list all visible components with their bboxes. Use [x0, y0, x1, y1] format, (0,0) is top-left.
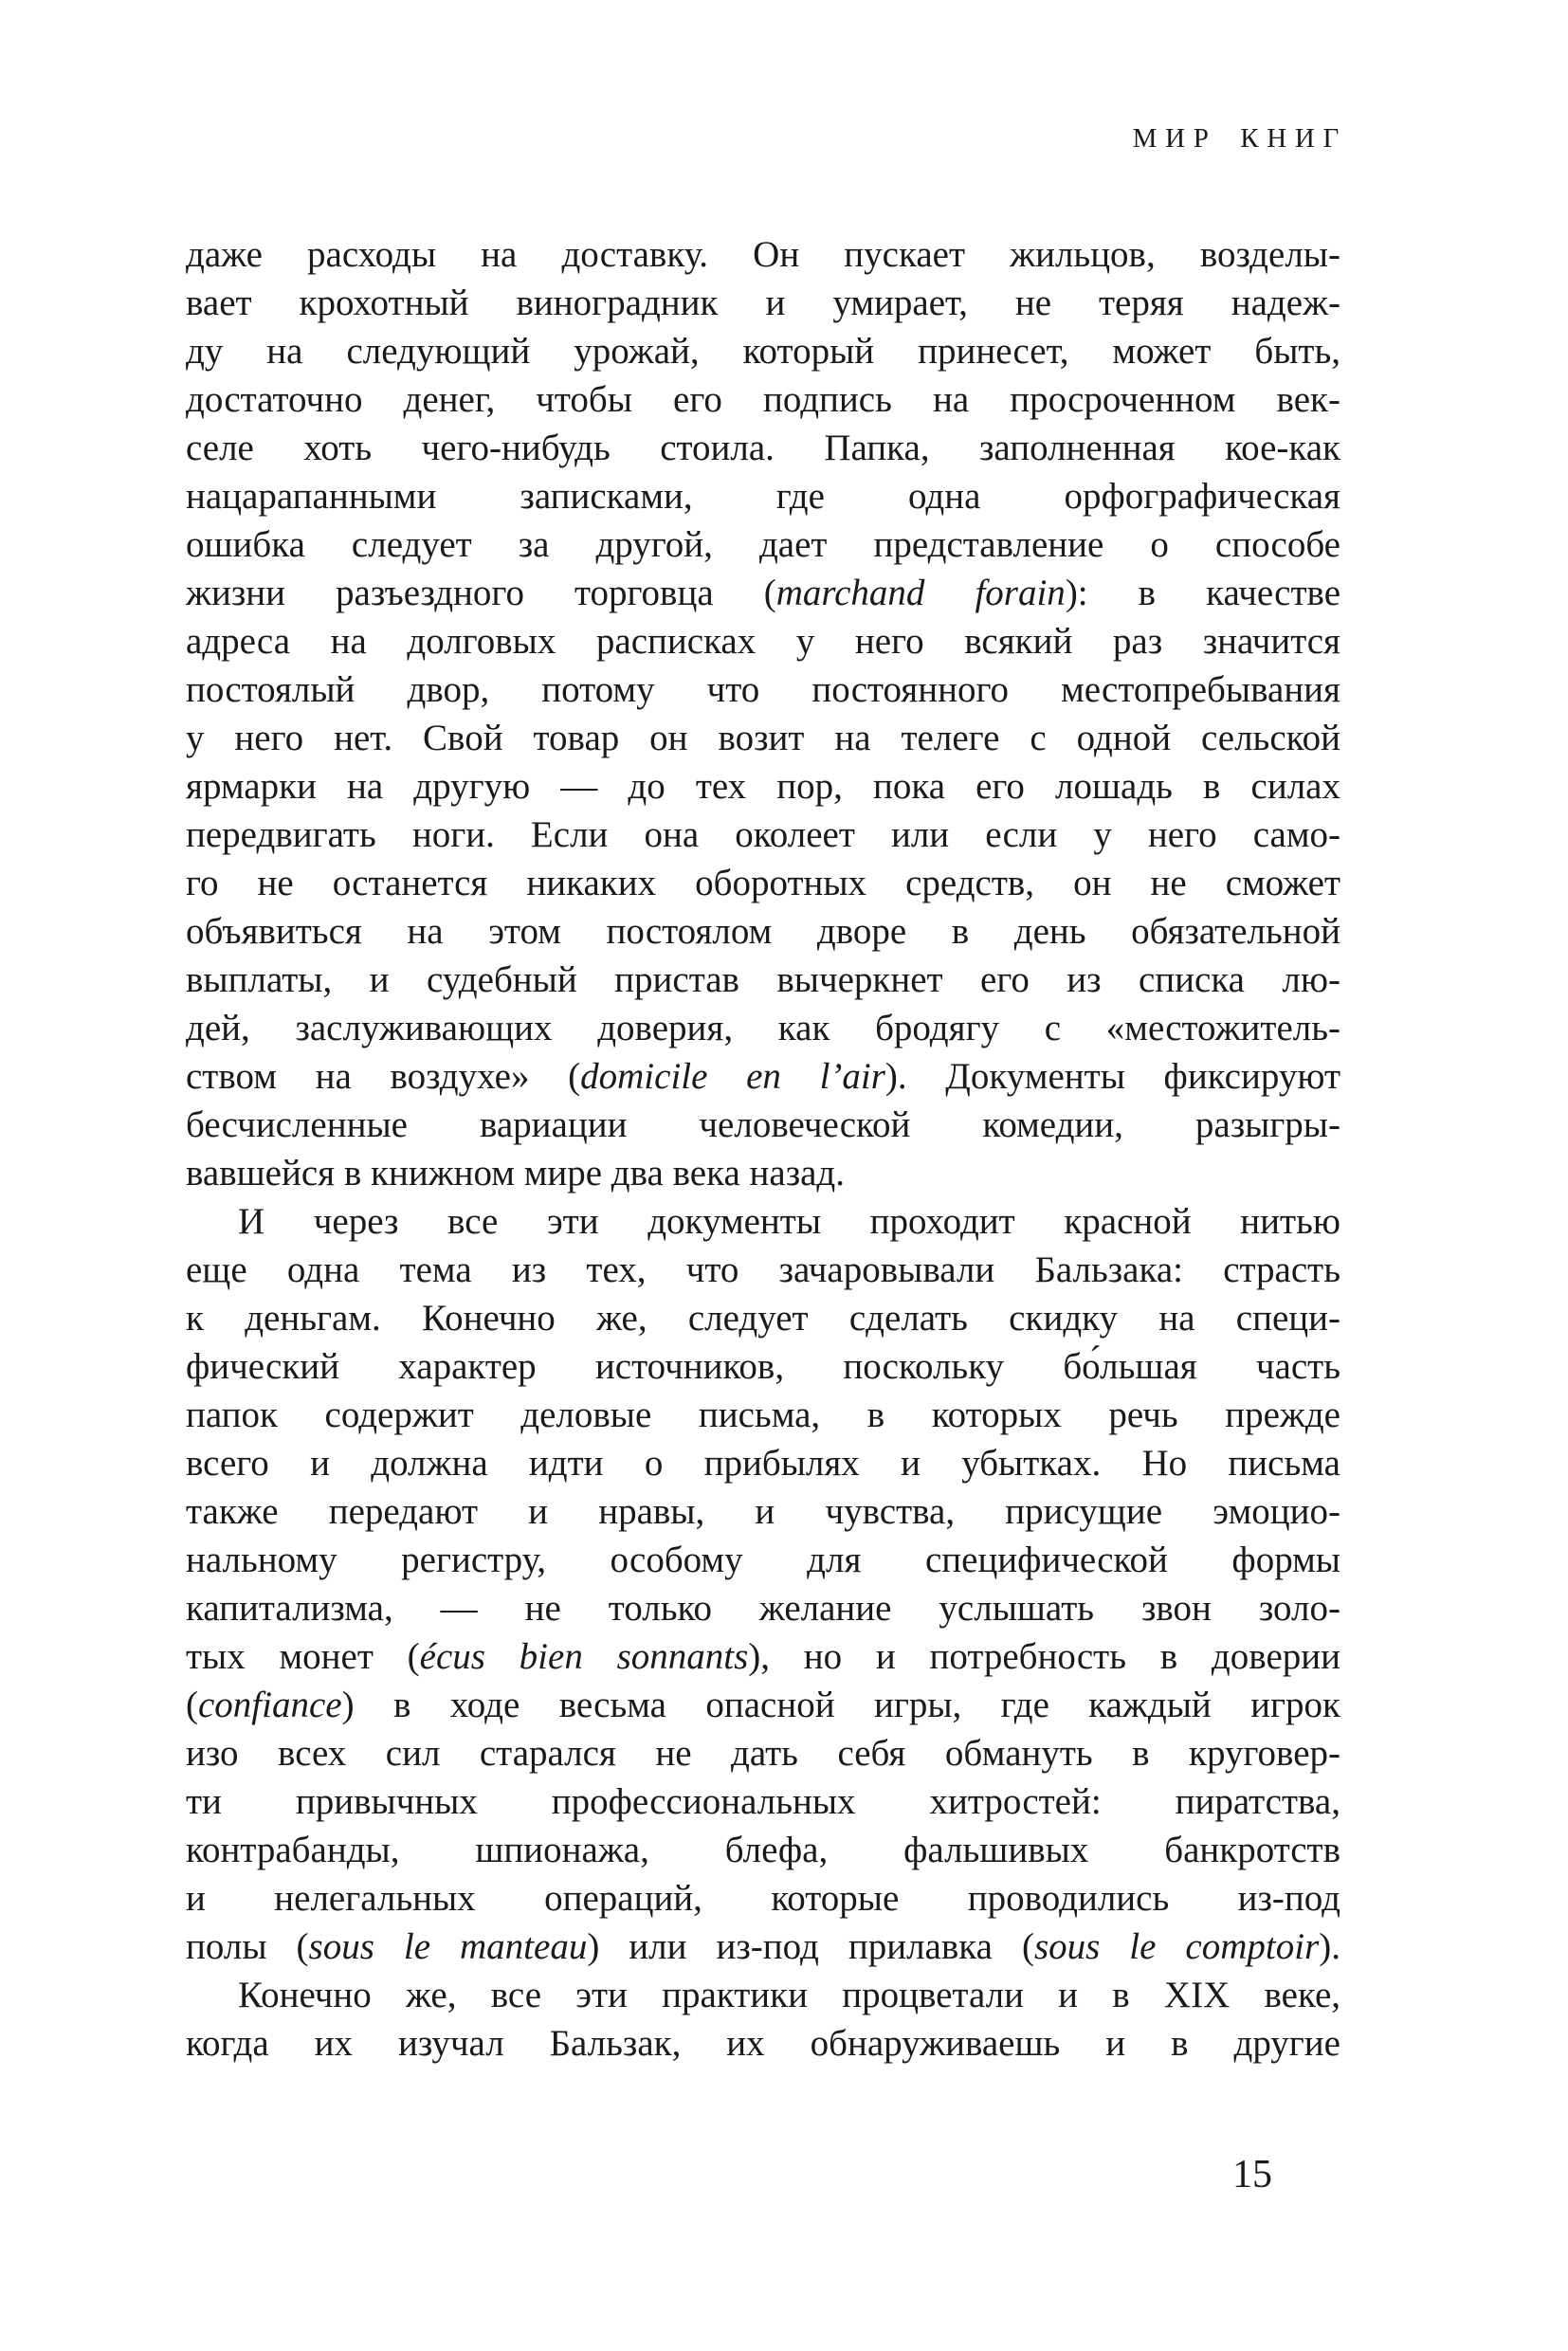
italic-phrase: marchand forain: [775, 573, 1066, 613]
text-segment: ). Документы фиксируют: [884, 1056, 1341, 1097]
text-segment: фический характер источников, поскольку бо́льшая часть: [186, 1346, 1340, 1387]
text-segment: ) или из-под прилавка (: [587, 1926, 1034, 1967]
page-number: 15: [1232, 2153, 1272, 2196]
text-line: [186, 230, 1340, 279]
text-line: [186, 1632, 1340, 1681]
text-segment: выплаты, и судебный пристав вычеркнет его из списка лю-: [186, 959, 1340, 1000]
text-line: [186, 375, 1340, 424]
text-segment: тых монет (: [186, 1636, 420, 1677]
text-line: [186, 1391, 1340, 1439]
text-line: [186, 617, 1340, 665]
text-line: [186, 956, 1340, 1004]
text-line: [186, 1729, 1340, 1777]
running-head: МИР КНИГ: [1132, 123, 1347, 154]
italic-phrase: domicile en l’air: [580, 1056, 885, 1097]
text-line: [186, 811, 1340, 859]
paragraph: [186, 1197, 1340, 1971]
text-segment: изо всех сил старался не дать себя обмануть в круговер-: [186, 1733, 1340, 1774]
text-segment: вает крохотный виноградник и умирает, не теряя надеж-: [186, 282, 1340, 323]
text-line: [186, 327, 1340, 375]
text-line: [186, 569, 1340, 617]
text-segment: ошибка следует за другой, дает представление о способе: [186, 524, 1340, 565]
text-segment: всего и должна идти о прибылях и убытках. Но письма: [186, 1443, 1340, 1484]
text-segment: объявиться на этом постоялом дворе в день обязательной: [186, 911, 1340, 952]
text-line: [186, 859, 1340, 907]
text-segment: ): в качестве: [1065, 573, 1340, 613]
text-segment: полы (: [186, 1926, 309, 1967]
text-line: [186, 907, 1340, 956]
text-line: [186, 1342, 1340, 1391]
text-segment: даже расходы на доставку. Он пускает жильцов, возделы-: [186, 234, 1340, 275]
text-segment: (: [186, 1685, 198, 1725]
text-segment: к деньгам. Конечно же, следует сделать скидку на специ-: [186, 1298, 1340, 1339]
text-line: [186, 2019, 1340, 2068]
text-line: [186, 1197, 1340, 1246]
text-line: [186, 1149, 1340, 1197]
text-segment: ярмарки на другую — до тех пор, пока его лошадь в силах: [186, 766, 1340, 807]
text-segment: нальному регистру, особому для специфической формы: [186, 1540, 1340, 1580]
text-line: [186, 1874, 1340, 1923]
text-segment: жизни разъездного торговца (: [186, 573, 776, 613]
text-line: [186, 762, 1340, 811]
text-line: [186, 1777, 1340, 1826]
text-segment: селе хоть чего-нибудь стоила. Папка, заполненная кое-как: [186, 428, 1340, 468]
text-segment: передвигать ноги. Если она околеет или если у него само-: [186, 814, 1340, 855]
text-line: [186, 1536, 1340, 1584]
text-line: [186, 1971, 1340, 2019]
text-segment: адреса на долговых расписках у него всякий раз значится: [186, 621, 1340, 662]
paragraph: [186, 230, 1340, 1197]
text-line: [186, 665, 1340, 714]
text-line: [186, 1681, 1340, 1729]
text-segment: дей, заслуживающих доверия, как бродягу с «местожитель-: [186, 1008, 1340, 1048]
text-line: [186, 1294, 1340, 1342]
text-line: [186, 1246, 1340, 1294]
paragraph: [186, 1971, 1340, 2068]
text-segment: ти привычных профессиональных хитростей: пиратства,: [186, 1781, 1340, 1822]
text-line: [186, 520, 1340, 569]
text-segment: достаточно денег, чтобы его подпись на просроченном век-: [186, 379, 1340, 420]
italic-phrase: sous le manteau: [308, 1926, 588, 1967]
text-line: [186, 1004, 1340, 1052]
text-segment: И через все эти документы проходит красной нитью: [238, 1201, 1340, 1242]
text-segment: нацарапанными записками, где одна орфографическая: [186, 476, 1340, 517]
text-segment: вавшейся в книжном мире два века назад.: [186, 1153, 846, 1194]
text-segment: ).: [1319, 1926, 1340, 1967]
text-segment: го не останется никаких оборотных средств, он не сможет: [186, 863, 1340, 903]
text-line: [186, 1826, 1340, 1874]
text-segment: когда их изучал Бальзак, их обнаруживаешь и в другие: [186, 2023, 1340, 2064]
text-line: [186, 279, 1340, 327]
text-segment: еще одна тема из тех, что зачаровывали Бальзака: страсть: [186, 1249, 1340, 1290]
text-segment: также передают и нравы, и чувства, присущие эмоцио-: [186, 1491, 1340, 1532]
text-segment: бесчисленные вариации человеческой комедии, разыгры-: [186, 1104, 1340, 1145]
italic-phrase: confiance: [198, 1685, 342, 1725]
text-line: [186, 424, 1340, 472]
text-block: [186, 230, 1340, 2068]
text-segment: капитализма, — не только желание услышать звон золо-: [186, 1588, 1340, 1629]
text-line: [186, 472, 1340, 520]
text-segment: ду на следующий урожай, который принесет, может быть,: [186, 331, 1340, 372]
text-segment: контрабанды, шпионажа, блефа, фальшивых банкротств: [186, 1830, 1340, 1870]
text-segment: ством на воздухе» (: [186, 1056, 581, 1097]
italic-phrase: sous le comptoir: [1033, 1926, 1320, 1967]
text-segment: ) в ходе весьма опасной игры, где каждый игрок: [341, 1685, 1340, 1725]
text-line: [186, 1584, 1340, 1632]
text-segment: папок содержит деловые письма, в которых речь прежде: [186, 1394, 1340, 1435]
text-segment: постоялый двор, потому что постоянного местопребывания: [186, 669, 1340, 710]
text-line: [186, 1923, 1340, 1971]
text-segment: у него нет. Свой товар он возит на телеге с одной сельской: [186, 718, 1340, 758]
text-line: [186, 1439, 1340, 1487]
text-line: [186, 714, 1340, 762]
text-line: [186, 1101, 1340, 1149]
text-segment: Конечно же, все эти практики процветали и в XIX веке,: [238, 1975, 1340, 2015]
italic-phrase: écus bien sonnants: [419, 1636, 749, 1677]
text-segment: ), но и потребность в доверии: [748, 1636, 1341, 1677]
text-segment: и нелегальных операций, которые проводились из-под: [186, 1878, 1340, 1919]
text-line: [186, 1487, 1340, 1536]
text-line: [186, 1052, 1340, 1101]
